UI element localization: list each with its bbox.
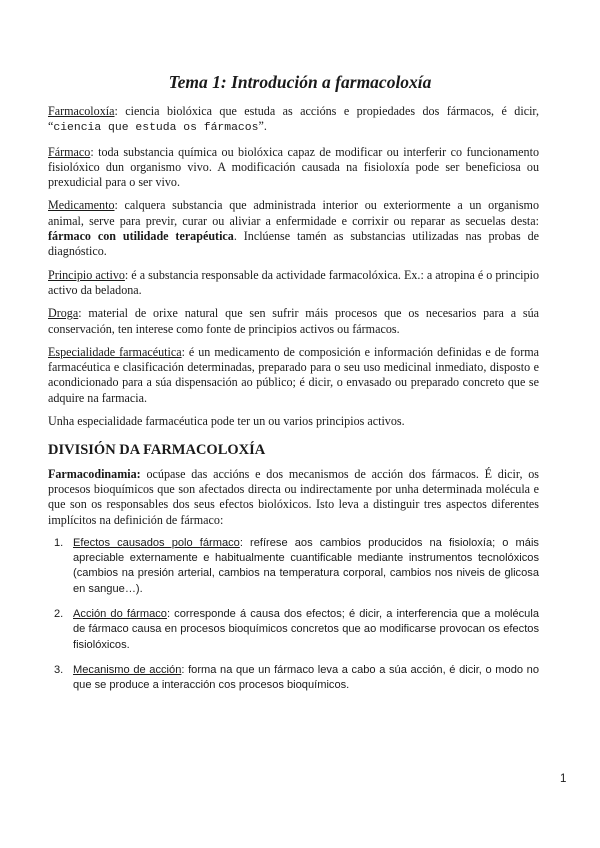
definition-text: : toda substancia química ou biolóxica capaz de modificar ou interferir co funcionamento fisiolóxico dun organismo vivo. A modificación causada na fisioloxía pode ser beneficiosa ou prexudicial para o ser vivo. (48, 144, 539, 190)
definition-text: : ciencia biolóxica que estuda as accións e propiedades dos fármacos, é dicir, “ (48, 104, 539, 134)
term-farmacoloxia: Farmacoloxía (48, 104, 115, 118)
list-term: Efectos causados polo fármaco (73, 536, 240, 549)
list-item (48, 607, 539, 653)
definition-medicamento (48, 198, 539, 259)
definition-text: . Inclúense tamén as substancias utilizadas nas probas de diagnóstico. (48, 229, 539, 259)
definition-text: : é un medicamento de composición e información definidas e de forma farmacéutica e clasificación determinadas, preparado para o seu uso medicinal inmediato, disposto e acondicionado para a súa dispensación ao público; é dicir, o envasado ou preparado concreto que se adquire na farmacia. (48, 344, 539, 405)
term-farmacodinamia: Farmacodinamia: (48, 466, 141, 481)
page-title: Tema 1: Introdución a farmacoloxía (168, 72, 432, 92)
term-especialidade: Especialidade farmacéutica (48, 344, 182, 359)
list-text: : refírese aos cambios producidos na fisioloxía; o máis apreciable externamente e habitualmente cuantificable mediante instrumentos tecnolóxicos (cambios na presión arterial, cambios na temperatura corporal, cambios nos niveis de glicosa en sangue…). (73, 536, 539, 595)
list-item (48, 536, 539, 597)
definition-farmacoloxia (48, 104, 539, 137)
definition-especialidade (48, 345, 539, 406)
list-text: : corresponde á causa dos efectos; é dicir, a interferencia que a molécula de fármaco causa en procesos bioquímicos concretos que ao modificarse provocan os efectos fisiolóxicos. (73, 608, 539, 651)
list-term: Mecanismo de acción (73, 663, 182, 676)
term-principio-activo: Principio activo (48, 267, 125, 282)
term-farmaco: Fármaco (48, 144, 91, 159)
definition-text: : material de orixe natural que sen sufrir máis procesos que os necesarios para a súa conservación, ten interese como fonte de principios activos ou fármacos. (48, 306, 539, 336)
farmacodinamia-paragraph (48, 467, 539, 528)
definition-droga (48, 306, 539, 337)
definition-principio-activo (48, 268, 539, 299)
definition-bold: fármaco con utilidade terapéutica (48, 229, 234, 244)
page-number: 1 (560, 773, 567, 785)
definition-quote: ciencia que estuda os fármacos (53, 122, 259, 135)
term-medicamento: Medicamento (48, 198, 115, 213)
note-paragraph: Unha especialidade farmacéutica pode ter un ou varios principios activos. (48, 414, 405, 429)
definition-text: : calquera substancia que administrada interior ou exteriormente a un organismo animal, serve para previr, curar ou aliviar a enfermidade e corrixir ou reparar as secuelas desta: (48, 198, 539, 228)
document-body (48, 104, 539, 704)
farmacodinamia-text: ocúpase das accións e dos mecanismos de acción dos fármacos. É dicir, os procesos bioquímicos que son afectados directa ou indirectamente por unha determinada molécula e que son os responsables dos seus efectos biolóxicos. Isto leva a distinguir tres aspectos diferentes implícitos na definición de fármaco: (48, 466, 539, 527)
aspects-list (48, 536, 539, 694)
definition-text: : é a substancia responsable da actividade farmacolóxica. Ex.: a atropina é o principio activo da beladona. (48, 267, 539, 297)
term-droga: Droga (48, 306, 79, 321)
list-number: 3. (54, 663, 64, 676)
list-text: : forma na que un fármaco leva a cabo a súa acción, é dicir, o modo no que se produce a interacción cos procesos bioquímicos. (73, 663, 539, 692)
definition-farmaco (48, 145, 539, 191)
section-heading: DIVISIÓN DA FARMACOLOXÍA (48, 442, 266, 459)
list-item (48, 663, 539, 694)
list-term: Acción do fármaco (73, 608, 167, 621)
list-number: 2. (54, 608, 64, 621)
definition-text: ”. (258, 119, 267, 134)
list-number: 1. (54, 536, 64, 549)
